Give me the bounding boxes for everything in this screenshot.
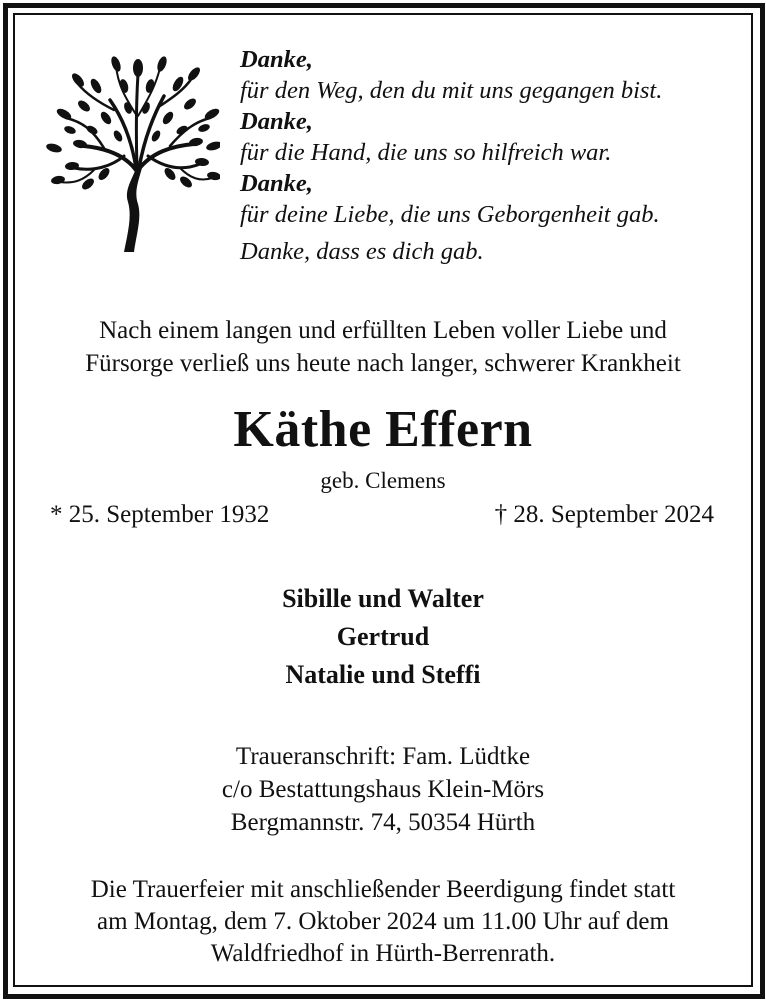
ceremony-line: am Montag, dem 7. Oktober 2024 um 11.00 Uhr auf dem <box>97 908 669 935</box>
poem <box>240 44 740 267</box>
mourning-address <box>20 740 746 839</box>
address-line: c/o Bestattungshaus Klein-Mörs <box>221 776 545 803</box>
intro-line: Nach einem langen und erfüllten Leben voller Liebe und <box>99 317 667 344</box>
address-line: Bergmannstr. 74, 50354 Hürth <box>230 809 536 836</box>
intro-line: Fürsorge verließ uns heute nach langer, schwerer Krankheit <box>85 350 681 377</box>
deceased-name: Käthe Effern <box>233 401 533 458</box>
family-member: Sibille und Walter <box>282 584 484 613</box>
death-date: † 28. September 2024 <box>494 501 714 528</box>
poem-line: für deine Liebe, die uns Geborgenheit gab. <box>240 201 660 228</box>
family-member: Gertrud <box>336 622 430 651</box>
poem-lines <box>240 44 740 230</box>
birth-date: * 25. September 1932 <box>50 501 270 528</box>
ceremony-info <box>20 874 746 970</box>
poem-line: für die Hand, die uns so hilfreich war. <box>240 139 612 166</box>
poem-closing: Danke, dass es dich gab. <box>240 238 484 265</box>
poem-heading-line: Danke, <box>240 108 313 135</box>
family-member: Natalie und Steffi <box>285 660 481 689</box>
maiden-name: geb. Clemens <box>320 468 446 493</box>
intro-text <box>20 314 746 380</box>
address-line: Traueranschrift: Fam. Lüdtke <box>235 743 531 770</box>
poem-heading-line: Danke, <box>240 46 313 73</box>
poem-line: für den Weg, den du mit uns gegangen bist. <box>240 77 663 104</box>
ceremony-line: Die Trauerfeier mit anschließender Beerdigung findet statt <box>90 876 676 903</box>
poem-heading-line: Danke, <box>240 170 313 197</box>
family-list <box>20 580 746 694</box>
ceremony-line: Waldfriedhof in Hürth-Berrenrath. <box>210 940 556 967</box>
tree-icon <box>44 56 220 256</box>
